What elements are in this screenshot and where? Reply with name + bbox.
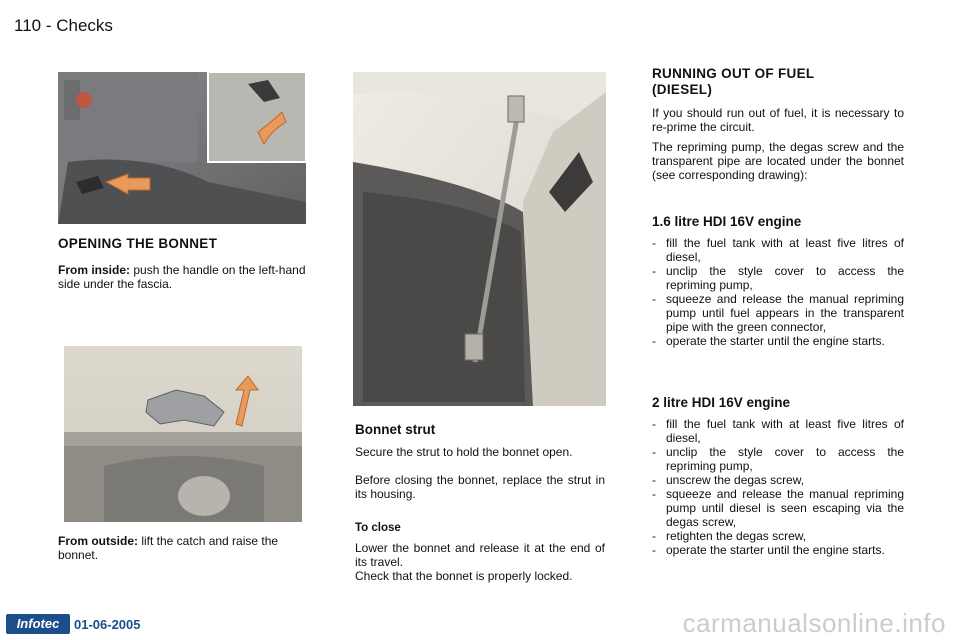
from-inside-paragraph [58, 263, 310, 291]
list-item: - squeeze and release the manual repriming pump until diesel is seen escaping via the degas screw, [652, 487, 904, 529]
strut-paragraph-2: Before closing the bonnet, replace the strut in its housing. [355, 473, 605, 501]
interior-handle-photo [58, 72, 306, 224]
bonnet-catch-photo [64, 346, 302, 522]
page-header [14, 16, 113, 36]
list-item: - fill the fuel tank with at least five litres of diesel, [652, 417, 904, 445]
footer-date: 01-06-2005 [74, 617, 141, 632]
page-number: 110 [14, 16, 42, 35]
running-out-of-fuel-title [652, 66, 814, 98]
close-paragraph-1: Lower the bonnet and release it at the end of its travel. [355, 541, 605, 569]
list-item: - fill the fuel tank with at least five litres of diesel, [652, 236, 904, 264]
engine-1-6-steps [652, 236, 904, 348]
from-outside-paragraph [58, 534, 310, 562]
bonnet-strut-photo [353, 72, 606, 406]
fuel-paragraph-2: The repriming pump, the degas screw and the transparent pipe are located under the bonnet (see corresponding drawing): [652, 140, 904, 182]
list-item: - unclip the style cover to access the repriming pump, [652, 445, 904, 473]
opening-bonnet-title: OPENING THE BONNET [58, 236, 218, 251]
bonnet-strut-title: Bonnet strut [355, 422, 436, 437]
list-item: - retighten the degas screw, [652, 529, 904, 543]
header-separator: - [41, 16, 57, 35]
fuel-paragraph-1: If you should run out of fuel, it is necessary to re-prime the circuit. [652, 106, 904, 134]
engine-2-litre-steps [652, 417, 904, 557]
from-outside-text: lift the catch and raise the bonnet. [58, 534, 279, 562]
list-item: - unscrew the degas screw, [652, 473, 904, 487]
engine-2-litre-title: 2 litre HDI 16V engine [652, 395, 791, 410]
from-inside-label: From inside: [58, 263, 131, 277]
close-paragraph-2: Check that the bonnet is properly locked. [355, 569, 573, 583]
infotec-logo: Infotec [6, 614, 70, 634]
from-inside-text: push the handle on the left-hand side under the fascia. [58, 263, 306, 291]
list-item: - operate the starter until the engine starts. [652, 334, 904, 348]
list-item: - operate the starter until the engine starts. [652, 543, 904, 557]
list-item: - unclip the style cover to access the repriming pump, [652, 264, 904, 292]
from-outside-label: From outside: [58, 534, 138, 548]
strut-paragraph-1: Secure the strut to hold the bonnet open. [355, 445, 573, 459]
page-title: Checks [56, 16, 113, 35]
list-item: - squeeze and release the manual repriming pump until fuel appears in the transparent pipe with the green connector, [652, 292, 904, 334]
fuel-title-line-2: (DIESEL) [652, 82, 713, 97]
watermark: carmanualsonline.info [682, 608, 946, 638]
to-close-title: To close [355, 522, 401, 534]
engine-1-6-title: 1.6 litre HDI 16V engine [652, 214, 802, 229]
fuel-title-line-1: RUNNING OUT OF FUEL [652, 66, 815, 81]
